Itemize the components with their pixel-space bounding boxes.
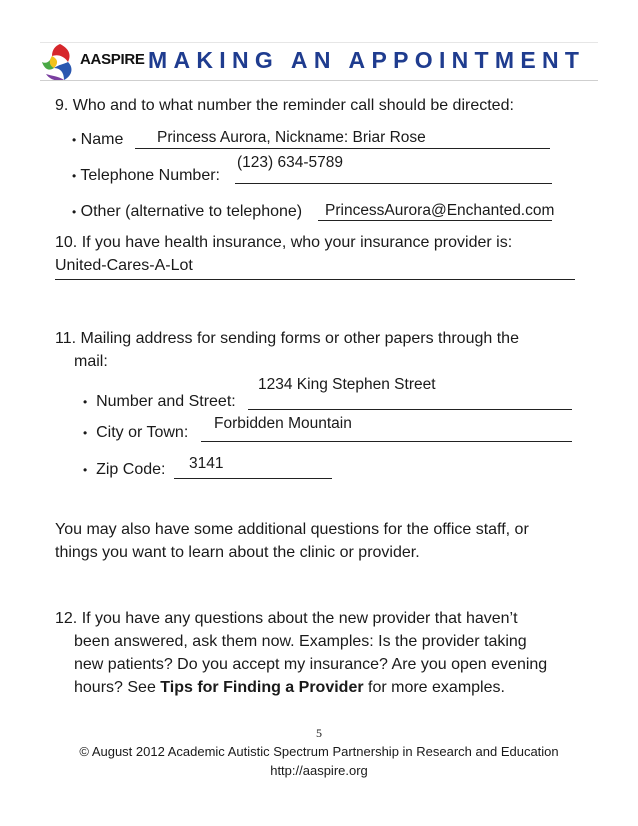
name-value: Princess Aurora, Nickname: Briar Rose xyxy=(157,129,426,146)
tips-link-text: Tips for Finding a Provider xyxy=(160,679,364,696)
city-label: City or Town: xyxy=(96,424,189,441)
question-12-line2: been answered, ask them now. Examples: Is the provider taking xyxy=(74,633,527,650)
city-value: Forbidden Mountain xyxy=(214,415,352,432)
bullet: • xyxy=(83,426,88,440)
bullet: • xyxy=(72,133,77,147)
question-11-line2: mail: xyxy=(74,353,108,370)
zip-value: 3141 xyxy=(189,455,224,472)
phone-label: Telephone Number: xyxy=(80,167,220,184)
bullet: • xyxy=(72,169,77,183)
street-row xyxy=(83,392,236,412)
page-number: 5 xyxy=(316,726,322,740)
city-row xyxy=(83,423,188,443)
bullet: • xyxy=(83,463,88,477)
question-12-line1: 12. If you have any questions about the new provider that haven’t xyxy=(55,610,518,627)
footer-url: http://aaspire.org xyxy=(270,763,368,778)
question-10: 10. If you have health insurance, who your insurance provider is: xyxy=(55,234,513,251)
question-9: 9. Who and to what number the reminder call should be directed: xyxy=(55,97,514,114)
additional-line1: You may also have some additional questions for the office staff, or xyxy=(55,521,529,538)
q12-line4-post: for more examples. xyxy=(363,679,505,696)
page-title: MAKING AN APPOINTMENT xyxy=(148,47,586,73)
bullet: • xyxy=(83,395,88,409)
insurance-value: United-Cares-A-Lot xyxy=(55,257,193,274)
zip-label: Zip Code: xyxy=(96,461,166,478)
street-value: 1234 King Stephen Street xyxy=(258,376,436,393)
name-label: Name xyxy=(80,131,124,148)
aaspire-logo-icon xyxy=(38,40,82,84)
brand-name: AASPIRE xyxy=(80,51,145,68)
other-row xyxy=(72,202,302,222)
additional-line2: things you want to learn about the clinic or provider. xyxy=(55,544,420,561)
other-value: PrincessAurora@Enchanted.com xyxy=(325,202,555,219)
street-label: Number and Street: xyxy=(96,393,236,410)
question-12-line3: new patients? Do you accept my insurance? Are you open evening xyxy=(74,656,548,673)
phone-row xyxy=(72,166,220,186)
other-label: Other (alternative to telephone) xyxy=(80,203,303,220)
phone-value: (123) 634-5789 xyxy=(237,154,343,171)
header-top-rule xyxy=(40,42,598,43)
bullet: • xyxy=(72,205,77,219)
q12-line4-pre: hours? See xyxy=(74,679,161,696)
header-rule xyxy=(40,80,598,81)
question-12-line4 xyxy=(74,678,505,698)
name-row xyxy=(72,130,123,150)
zip-row xyxy=(83,460,165,480)
question-11-line1: 11. Mailing address for sending forms or other papers through the xyxy=(55,330,519,347)
footer-copyright: © August 2012 Academic Autistic Spectrum Partnership in Research and Education xyxy=(79,744,559,759)
